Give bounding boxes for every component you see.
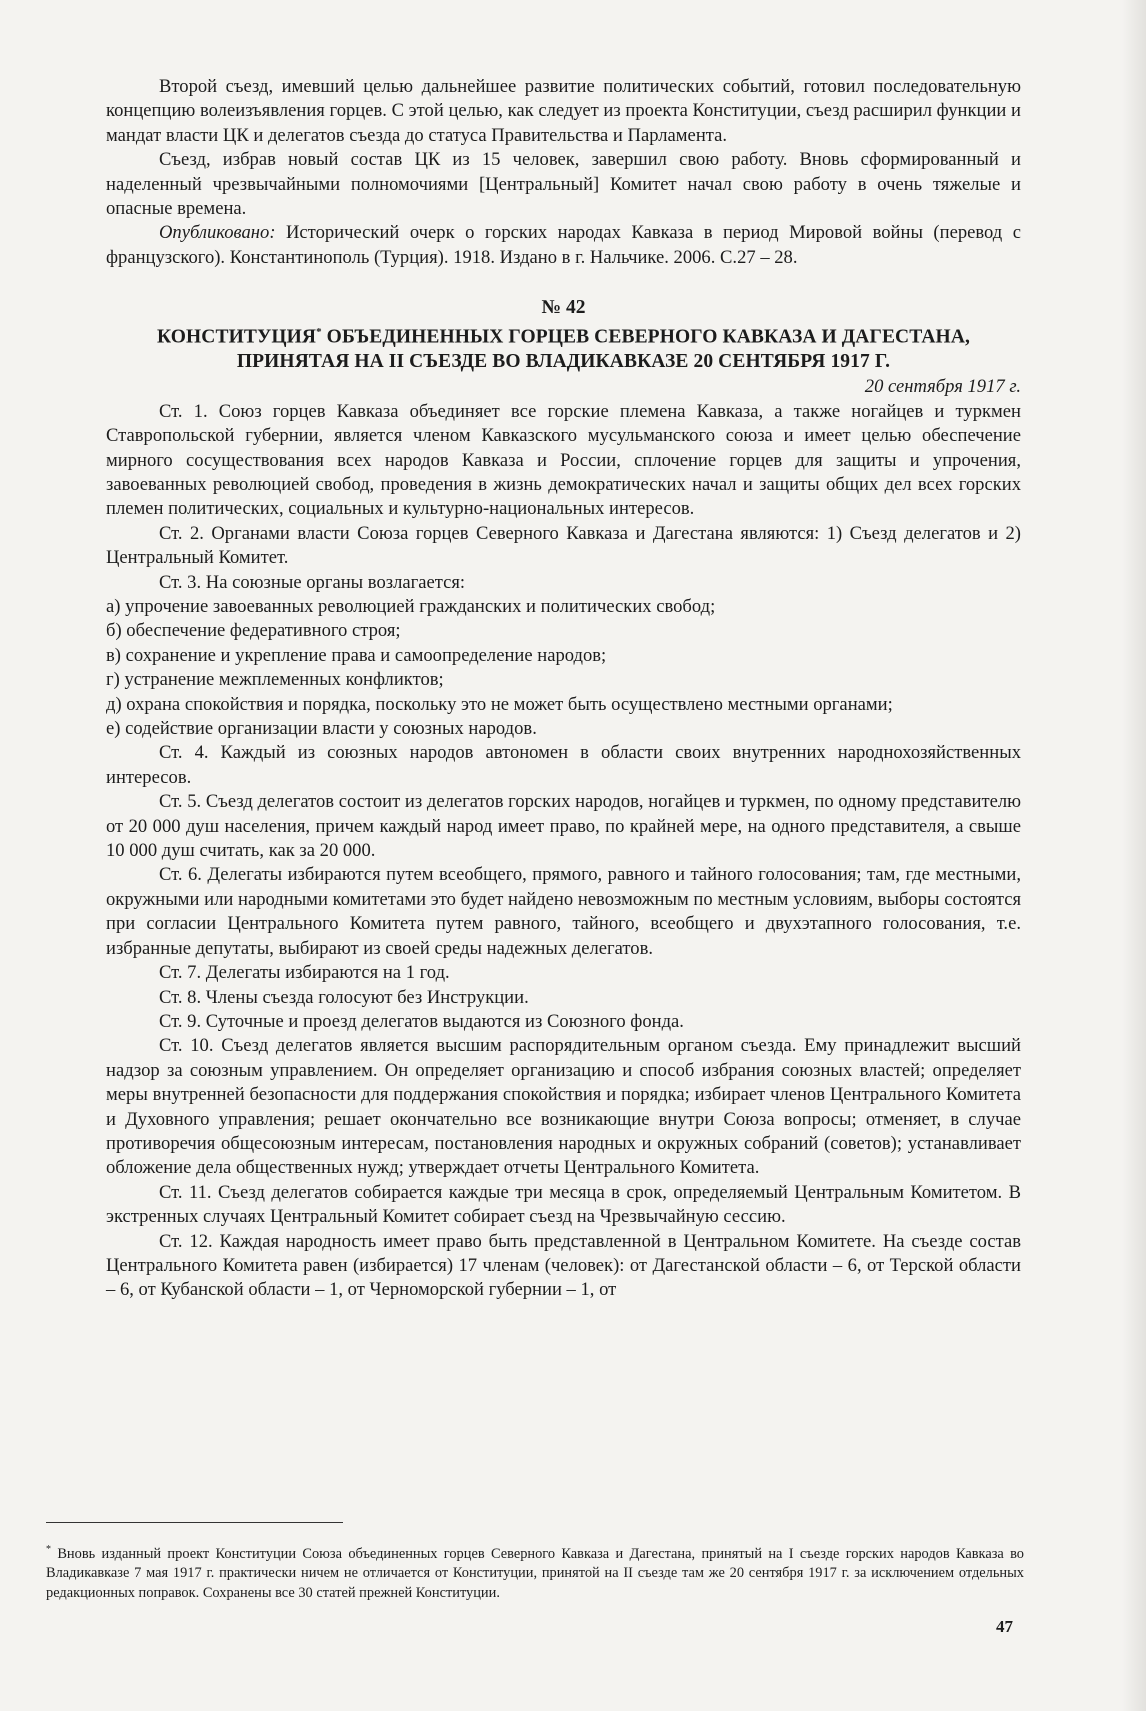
footnote-divider	[46, 1522, 343, 1523]
source-label: Опубликовано:	[159, 222, 276, 244]
document-title-part2: ОБЪЕДИНЕННЫХ ГОРЦЕВ СЕВЕРНОГО КАВКАЗА И ДАГЕСТАНА, ПРИНЯТАЯ НА II СЪЕЗДЕ ВО ВЛАДИКАВКАЗЕ 20 СЕНТЯБРЯ 1917 Г.	[236, 326, 970, 372]
article-3-item-f: е) содействие организации власти у союзных народов.	[106, 718, 537, 740]
document-title	[106, 320, 1021, 374]
article-11: Ст. 11. Съезд делегатов собирается каждые три месяца в срок, определяемый Центральным Комитетом. В экстренных случаях Центральный Комитет собирает съезд на Чрезвычайную сессию.	[106, 1181, 1021, 1228]
article-3-item-b: б) обеспечение федеративного строя;	[106, 620, 401, 642]
article-2: Ст. 2. Органами власти Союза горцев Северного Кавказа и Дагестана являются: 1) Съезд делегатов и 2) Центральный Комитет.	[106, 522, 1021, 569]
footnote-text: Вновь изданный проект Конституции Союза объединенных горцев Северного Кавказа и Дагестана, принятый на I съезде горских народов Кавказа во Владикавказе 7 мая 1917 г. практически ничем не отличается от Конституции, принятой на II съезде там же 20 сентября 1917 г. за исключением отдельных редакционных поправок. Сохранены все 30 статей прежней Конституции.	[46, 1545, 1024, 1601]
document-date: 20 сентября 1917 г.	[864, 375, 1021, 397]
intro-paragraph-2: Съезд, избрав новый состав ЦК из 15 человек, завершил свою работу. Вновь сформированный и наделенный чрезвычайными полномочиями [Центральный] Комитет начал свою работу в очень тяжелые и опасные времена.	[106, 149, 1021, 220]
footnote-star: *	[46, 1544, 51, 1555]
footnote	[46, 1540, 1024, 1603]
article-3-item-c: в) сохранение и укрепление права и самоопределение народов;	[106, 644, 607, 666]
article-6: Ст. 6. Делегаты избираются путем всеобщего, прямого, равного и тайного голосования; там, где местными, окружными или народными комитетами это будет найдено невозможным по местным условиям, выборы состоятся при согласии Центрального Комитета путем равного, тайного, всеобщего и двухэтапного голосования, т.е. избранные депутаты, выбирают из своей среды надежных делегатов.	[106, 864, 1021, 959]
article-4: Ст. 4. Каждый из союзных народов автономен в области своих внутренних народнохозяйственных интересов.	[106, 742, 1021, 788]
article-12: Ст. 12. Каждая народность имеет право быть представленной в Центральном Комитете. На съезде состав Центрального Комитета равен (избирается) 17 членам (человек): от Дагестанской области – 6, от Терской области – 6, от Кубанской области – 1, от Черноморской губернии – 1, от	[106, 1230, 1021, 1301]
page-edge-shadow	[1122, 0, 1146, 1711]
article-8: Ст. 8. Члены съезда голосуют без Инструкции.	[159, 986, 529, 1008]
article-10: Ст. 10. Съезд делегатов является высшим распорядительным органом съезда. Ему принадлежит высший надзор за союзным управлением. Он определяет организацию и способ избрания союзных властей; определяет меры внутренней безопасности для поддержания спокойствия и порядка; избирает членов Центрального Комитета и Духовного управления; решает окончательно все возникающие внутри Союза вопросы; отменяет, в случае противоречия общесоюзным интересам, постановления народных и окружных собраний (советов); устанавливает обложение дела общественных нужд; утверждает отчеты Центрального Комитета.	[106, 1035, 1021, 1179]
article-3-item-a: а) упрочение завоеванных революцией гражданских и политических свобод;	[106, 596, 716, 617]
source-text: Исторический очерк о горских народах Кавказа в период Мировой войны (перевод с французского). Константинополь (Турция). 1918. Издано в г. Нальчике. 2006. С.27 – 28.	[106, 222, 1021, 268]
article-3-item-d: г) устранение межплеменных конфликтов;	[106, 669, 444, 691]
document-title-part1: КОНСТИТУЦИЯ	[157, 326, 317, 348]
article-9: Ст. 9. Суточные и проезд делегатов выдаются из Союзного фонда.	[159, 1010, 684, 1032]
article-1: Ст. 1. Союз горцев Кавказа объединяет все горские племена Кавказа, а также ногайцев и туркмен Ставропольской губернии, является членом Кавказского мусульманского союза и имеет целью обеспечение мирного сосуществования всех народов Кавказа и России, сплочение горцев для защиты и упрочения, завоеванных революцией свобод, проведения в жизнь демократических начал и защиты общих дел всех горских племен политических, социальных и культурно-национальных интересов.	[106, 400, 1021, 520]
article-7: Ст. 7. Делегаты избираются на 1 год.	[159, 962, 450, 984]
article-5: Ст. 5. Съезд делегатов состоит из делегатов горских народов, ногайцев и туркмен, по одному представителю от 20 000 душ населения, причем каждый народ имеет право, по крайней мере, на одного представителя, а свыше 10 000 душ считать, как за 20 000.	[106, 791, 1021, 862]
article-3-intro: Ст. 3. На союзные органы возлагается:	[159, 571, 466, 593]
article-3-item-e: д) охрана спокойствия и порядка, поскольку это не может быть осуществлено местными органами;	[106, 693, 893, 715]
document-number: № 42	[541, 297, 586, 319]
source-citation	[106, 221, 1021, 270]
intro-paragraph-1: Второй съезд, имевший целью дальнейшее развитие политических событий, готовил последовательную концепцию волеизъявления горцев. С этой целью, как следует из проекта Конституции, съезд расширил функции и мандат власти ЦК и делегатов съезда до статуса Правительства и Парламента.	[106, 76, 1021, 146]
page-number: 47	[996, 1617, 1013, 1636]
footnote-marker: *	[316, 326, 322, 339]
